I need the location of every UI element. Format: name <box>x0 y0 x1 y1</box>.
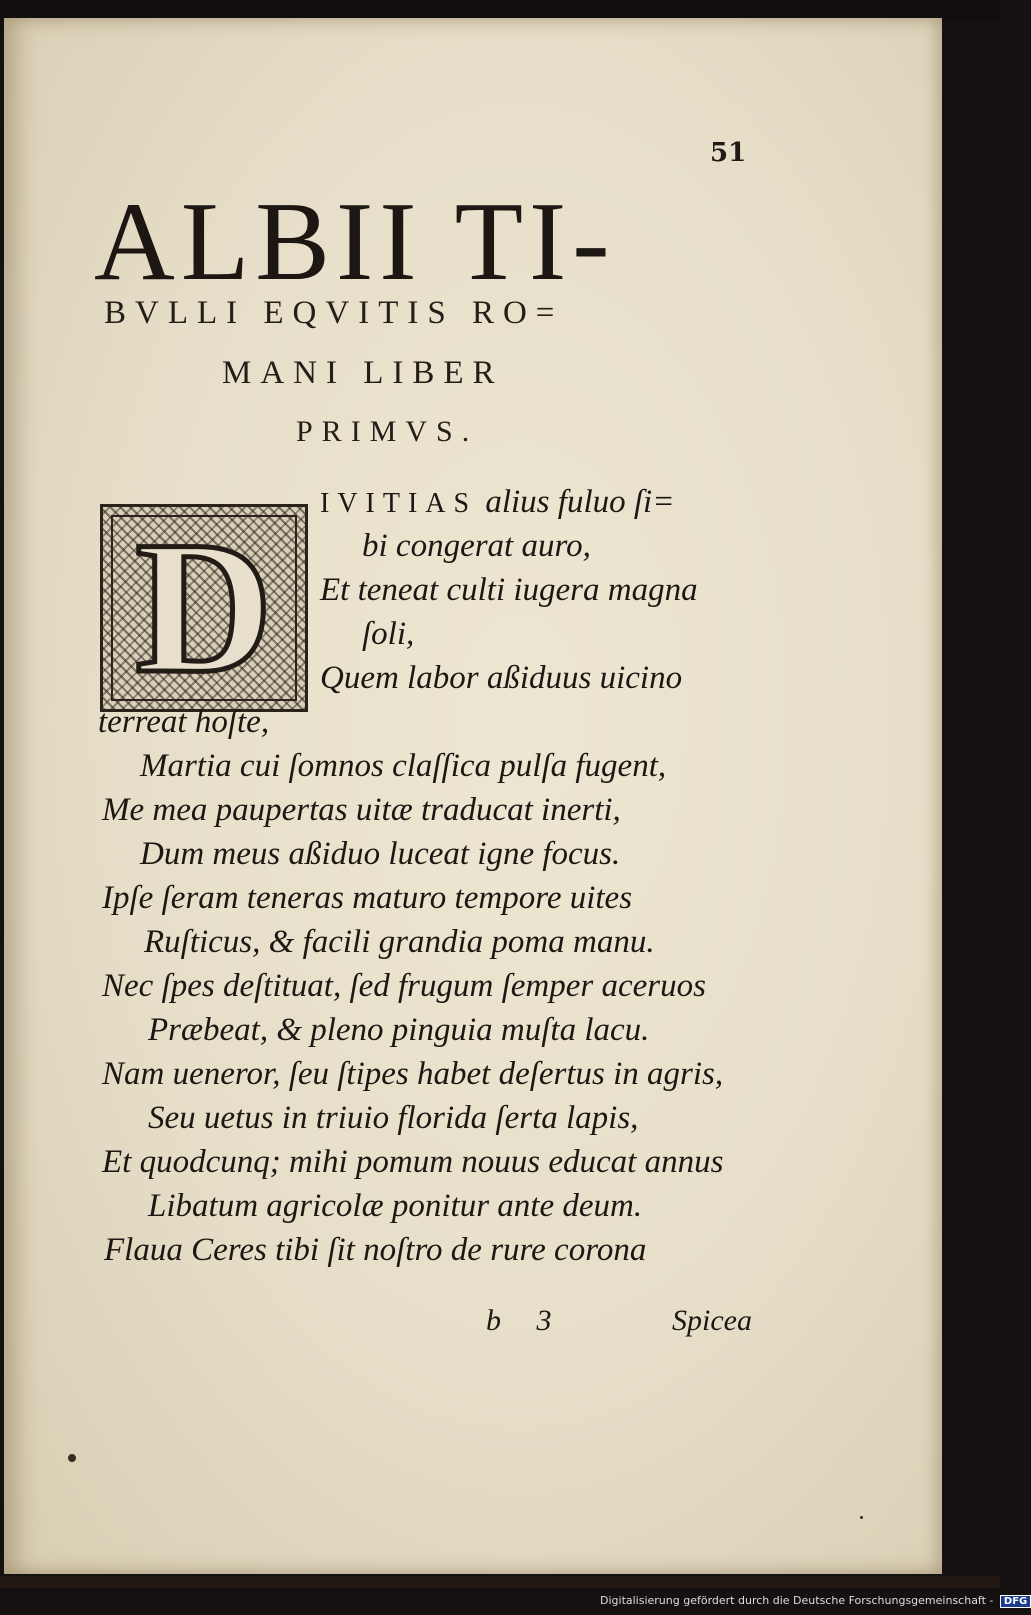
signature-mark: b 3 <box>486 1304 552 1337</box>
verse-line: Nam ueneror, ſeu ſtipes habet deſertus in agris, <box>102 1056 724 1092</box>
title-line-1: ALBII TI- <box>94 180 616 304</box>
verse-line: Martia cui ſomnos claſſica pulſa fugent, <box>140 748 667 784</box>
digitization-credit: Digitalisierung gefördert durch die Deutsche Forschungsgemeinschaft - DFG <box>600 1594 996 1608</box>
verse-line: Ipſe ſeram teneras maturo tempore uites <box>102 880 633 916</box>
verse-line: Dum meus aßiduo luceat igne focus. <box>140 836 621 872</box>
verse-line: ſoli, <box>362 616 415 652</box>
ink-spot <box>860 1516 863 1519</box>
page-bottom-edge <box>0 1576 1000 1588</box>
dfg-logo-icon: DFG <box>1000 1595 1031 1608</box>
title-line-4: PRIMVS. <box>296 415 479 448</box>
title-line-3: MANI LIBER <box>222 355 504 391</box>
initial-letter: D <box>135 503 273 713</box>
verse-line: Flaua Ceres tibi ſit noſtro de rure corona <box>104 1232 647 1268</box>
catchword: Spicea <box>672 1304 752 1337</box>
ink-spot <box>68 1454 76 1462</box>
verse-line: Nec ſpes deſtituat, ſed frugum ſemper aceruos <box>102 968 706 1004</box>
verse-line: Et teneat culti iugera magna <box>320 572 698 608</box>
verse-line: bi congerat auro, <box>362 528 591 564</box>
verse-line: Libatum agricolæ ponitur ante deum. <box>148 1188 643 1224</box>
verse-line: Me mea paupertas uitæ traducat inerti, <box>102 792 621 828</box>
verse-line: Ruſticus, & facili grandia poma manu. <box>144 924 655 960</box>
verse-line: terreat hoſte, <box>98 704 270 740</box>
verse-line-1-text: alius fuluo ſi= <box>485 484 675 520</box>
verse-line: Et quodcunq; mihi pomum nouus educat annus <box>102 1144 724 1180</box>
credit-text: Digitalisierung gefördert durch die Deutsche Forschungsgemeinschaft <box>600 1594 986 1607</box>
book-page <box>4 18 942 1574</box>
title-line-2: BVLLI EQVITIS RO= <box>104 295 564 331</box>
verse-line: Seu uetus in triuio florida ſerta lapis, <box>148 1100 639 1136</box>
first-word-caps: IVITIAS <box>320 488 478 519</box>
decorated-initial <box>100 504 308 712</box>
decorated-initial-frame <box>111 503 297 713</box>
page-number: 51 <box>710 138 747 168</box>
verse-line-1 <box>320 484 674 521</box>
verse-line: Quem labor aßiduus uicino <box>320 660 683 696</box>
verse-line: Præbeat, & pleno pinguia muſta lacu. <box>148 1012 650 1048</box>
